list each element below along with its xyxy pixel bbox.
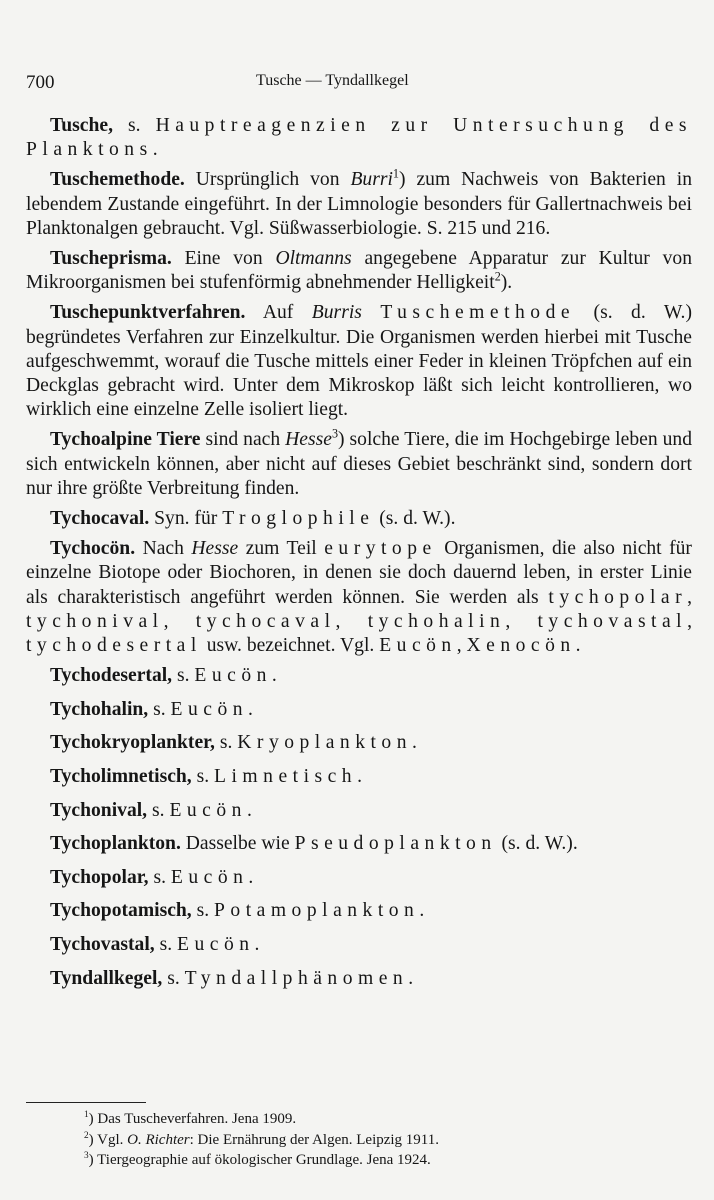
entry-tychopotamisch [26, 899, 692, 923]
entry-text: (s. d. W.). [501, 833, 578, 855]
cross-reference: Eucön [177, 934, 255, 956]
punctuation: . [419, 900, 425, 922]
see-abbrev: s. [196, 766, 210, 788]
footnote-number: 3 [84, 1151, 89, 1161]
entry-text: Organismen, die also nicht für einzelne Biotope oder Biochoren, in denen sie doch dauernd leben, in erster Linie als charakteristisch angeführt werden können. Sie werden als [26, 538, 692, 608]
cross-reference: tychohalin [367, 610, 506, 632]
entry-tychonival [26, 799, 692, 823]
entry-text: ). [500, 272, 513, 294]
cross-reference: Eucön [194, 665, 272, 687]
entry-tyndallkegel [26, 967, 692, 991]
cross-reference: Kryoplankton [237, 732, 412, 754]
cross-reference: tychodesertal [26, 635, 202, 657]
headword: Tychopotamisch, [50, 900, 192, 922]
cross-reference: Limnetisch [214, 766, 358, 788]
see-abbrev: s. [219, 732, 233, 754]
cross-reference: Troglophile [222, 508, 375, 530]
entry-tychoplankton [26, 832, 692, 856]
footnote-1: $^1$) Das Tuscheverfahren. Jena 1909. [84, 1110, 297, 1127]
cross-reference: Tyndallphänomen [184, 967, 409, 989]
entry-text: (s. d. W.). [379, 508, 456, 530]
entry-tychovastal [26, 933, 692, 957]
entry-tychocoen: Tychocön. Nach Hesse zum Teil eurytope Organismen, die also nicht für einzelne Biotope oder Biochoren, in denen sie doch dauernd leben, in erster Linie als charakteristisch angeführt werden können. Sie werden als tychopolar, tychonival, tychocaval, tychohalin, tychovastal, tychodesertal usw. bezeichnet. Vgl. Eucön, Xenocön. [26, 538, 693, 657]
cross-reference: Eucön [169, 799, 247, 821]
entry-text: usw. bezeichnet. Vgl. [206, 635, 375, 657]
entry-tuschepunktverfahren [26, 301, 692, 422]
headword: Tuschepunktverfahren. [50, 302, 246, 324]
cross-reference: Eucön [379, 635, 457, 657]
headword: Tyndallkegel, [50, 967, 163, 989]
author-name: Hesse [191, 538, 239, 560]
entry-tuscheprisma [26, 247, 692, 295]
headword: Tusche, [50, 115, 113, 136]
entry-tusche [26, 114, 692, 162]
punctuation: . [408, 967, 414, 989]
entry-tuschemethode [26, 168, 692, 241]
cross-reference: Eucön [170, 866, 249, 888]
punctuation: . [412, 732, 417, 754]
author-name: Burris [311, 302, 362, 324]
entry-tycholimnetisch [26, 765, 692, 789]
headword: Tychopolar, [50, 866, 149, 888]
headword: Tychohalin, [50, 698, 149, 720]
headword: Tychovastal, [50, 934, 155, 956]
entry-tychopolar [26, 866, 692, 890]
cross-reference: Hauptreagenzien zur Untersuchung des Planktons [26, 115, 692, 161]
see-abbrev: s. [128, 115, 141, 136]
entry-text: Syn. für [154, 508, 218, 530]
footnote-3: $^3$) Tiergeographie auf ökologischer Grundlage. Jena 1924. [84, 1151, 431, 1168]
see-abbrev: s. [159, 934, 173, 956]
running-head: Tusche — Tyndallkegel [256, 72, 409, 89]
page-header [26, 72, 692, 96]
punctuation: . [248, 866, 254, 888]
entry-tychodesertal [26, 664, 692, 688]
punctuation: . [152, 139, 158, 161]
headword: Tychokryoplankter, [50, 732, 215, 754]
author-name: Hesse [285, 429, 332, 451]
entry-text: angegebene Apparatur zur Kultur von Mikroorganismen bei stufenförmig abnehmender Helligkeit [26, 248, 692, 294]
headword: Tychocön. [50, 538, 136, 560]
footnote-marker: 3 [331, 426, 339, 441]
entry-text: zum Teil [245, 538, 317, 560]
footnote-marker: 1 [392, 166, 399, 181]
author-name: Oltmanns [275, 248, 352, 270]
entry-text: Auf [262, 302, 294, 324]
footnote-rule [26, 1102, 146, 1103]
entry-list [26, 114, 692, 1000]
cross-reference: tychopolar [548, 586, 688, 608]
footnote-number: 2 [84, 1130, 89, 1141]
see-abbrev: s. [152, 799, 165, 821]
page-number: 700 [26, 72, 55, 93]
cross-reference: tychonival [26, 610, 164, 632]
headword: Tychodesertal, [50, 665, 173, 687]
punctuation: . [575, 635, 581, 657]
see-abbrev: s. [167, 967, 180, 989]
cross-reference: Potamoplankton [214, 900, 420, 922]
headword: Tuscheprisma. [50, 248, 172, 270]
footnote-marker: 2 [494, 269, 501, 284]
cross-reference: Tuschemethode [380, 302, 576, 324]
punctuation: . [246, 799, 252, 821]
footnote-text: : Die Ernährung der Algen. Leipzig 1911. [189, 1131, 439, 1148]
see-abbrev: s. [153, 866, 166, 888]
entry-tychocaval [26, 507, 692, 531]
see-abbrev: s. [176, 665, 190, 687]
headword: Tychoalpine Tiere [50, 429, 201, 451]
author-name: Burri [350, 169, 393, 191]
entry-text: ) solche Tiere, die im Hochgebirge leben und sich entwickeln können, aber nicht auf dieses Gebiet beschränkt sind, sondern dort nur ihre größte Verbreitung finden. [26, 429, 692, 499]
footnote-text: Tiergeographie auf ökologischer Grundlage. Jena 1924. [97, 1152, 431, 1168]
headword: Tychoplankton. [50, 833, 181, 855]
headword: Tycholimnetisch, [50, 766, 192, 788]
cross-reference: eurytope [324, 538, 437, 560]
punctuation: . [357, 766, 362, 788]
headword: Tychocaval. [50, 508, 150, 530]
entry-text: Nach [142, 538, 184, 560]
footnote-number: 1 [84, 1110, 89, 1120]
entry-tychokryoplankter [26, 731, 692, 755]
entry-text: ) zum Nachweis von Bakterien in lebendem Zustande eingeführt. In der Limnologie besonders für Gallertnachweis bei Planktonalgen gebraucht. Vgl. Süßwasserbiologie. S. 215 und 216. [26, 169, 693, 239]
footnote-2: $^2$) Vgl. O. Richter: Die Ernährung der Algen. Leipzig 1911. [84, 1130, 439, 1148]
headword: Tychonival, [50, 799, 148, 821]
cross-reference: Pseudoplankton [294, 833, 497, 855]
cross-reference: tychovastal [537, 610, 688, 632]
cross-reference: Eucön [170, 698, 249, 720]
headword: Tuschemethode. [50, 169, 185, 191]
footnote-text: Das Tuscheverfahren. Jena 1909. [97, 1111, 297, 1127]
punctuation: . [254, 934, 260, 956]
see-abbrev: s. [153, 698, 166, 720]
entry-tychoalpine-tiere [26, 428, 692, 501]
entry-text: (s. d. W.) begründetes Verfahren zur Einzelkultur. Die Organismen werden hierbei mit Tusche aufgeschwemmt, worauf die Tusche mittels einer Feder in kleinen Tröpfchen auf ein Deckglas gebracht wird. Unter dem Mikroskop läßt sich leicht kontrollieren, wo wirklich eine einzelne Zelle isoliert liegt. [26, 302, 692, 421]
entry-text: Ursprünglich von [195, 169, 340, 191]
entry-text: sind nach [205, 429, 281, 451]
entry-text: Eine von [184, 248, 263, 270]
see-abbrev: s. [196, 900, 210, 922]
cross-reference: tychocaval [195, 610, 336, 632]
footnote-text: Vgl. [97, 1131, 124, 1148]
footnotes [84, 1109, 684, 1171]
punctuation: . [271, 665, 277, 687]
entry-tychohalin [26, 698, 692, 722]
author-name: O. Richter [127, 1131, 190, 1148]
entry-text: Dasselbe wie [185, 833, 290, 855]
punctuation: . [248, 698, 253, 720]
cross-reference: Xenocön [466, 635, 576, 657]
